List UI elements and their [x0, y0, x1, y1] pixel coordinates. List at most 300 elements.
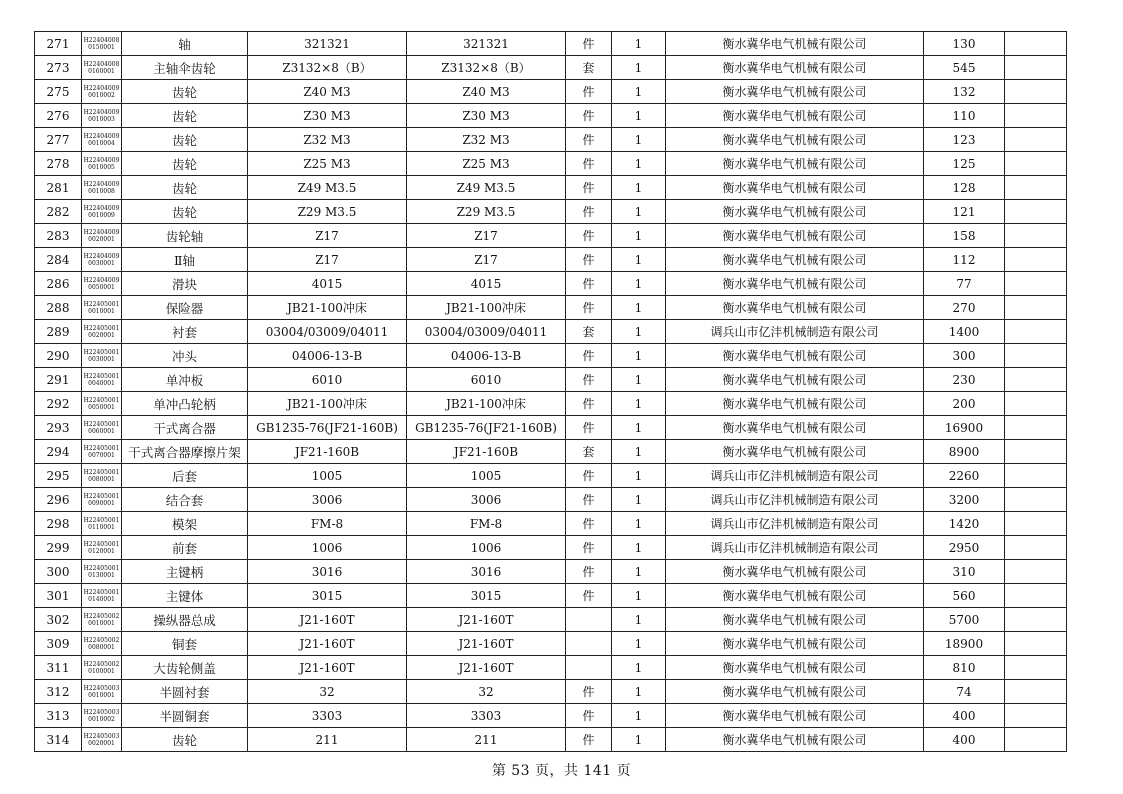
note-cell	[1005, 272, 1067, 296]
table-row	[35, 488, 1067, 512]
model-cell: 32	[407, 680, 566, 704]
price-cell: 112	[924, 248, 1005, 272]
model-cell: Z49 M3.5	[407, 176, 566, 200]
supplier-cell: 衡水冀华电气机械有限公司	[666, 344, 924, 368]
note-cell	[1005, 200, 1067, 224]
price-cell: 121	[924, 200, 1005, 224]
item-code-cell: H224050010140001	[82, 584, 122, 608]
item-name-cell: 保险器	[122, 296, 248, 320]
quantity-cell: 1	[612, 80, 666, 104]
unit-cell: 套	[566, 440, 612, 464]
supplier-cell: 调兵山市亿沣机械制造有限公司	[666, 320, 924, 344]
quantity-cell: 1	[612, 608, 666, 632]
unit-cell: 件	[566, 224, 612, 248]
item-code-cell: H224040080150001	[82, 32, 122, 56]
price-cell: 1420	[924, 512, 1005, 536]
note-cell	[1005, 56, 1067, 80]
item-code-cell: H224050020100001	[82, 656, 122, 680]
model-cell: J21-160T	[407, 608, 566, 632]
price-cell: 400	[924, 704, 1005, 728]
price-cell: 74	[924, 680, 1005, 704]
unit-cell: 件	[566, 248, 612, 272]
supplier-cell: 衡水冀华电气机械有限公司	[666, 80, 924, 104]
row-number-cell: 292	[35, 392, 82, 416]
supplier-cell: 调兵山市亿沣机械制造有限公司	[666, 464, 924, 488]
supplier-cell: 衡水冀华电气机械有限公司	[666, 104, 924, 128]
quantity-cell: 1	[612, 248, 666, 272]
item-code-cell: H224050010130001	[82, 560, 122, 584]
note-cell	[1005, 392, 1067, 416]
quantity-cell: 1	[612, 440, 666, 464]
model-cell: 4015	[407, 272, 566, 296]
price-cell: 128	[924, 176, 1005, 200]
item-code-cell: H224050030010002	[82, 704, 122, 728]
supplier-cell: 衡水冀华电气机械有限公司	[666, 296, 924, 320]
unit-cell: 件	[566, 152, 612, 176]
note-cell	[1005, 224, 1067, 248]
row-number-cell: 278	[35, 152, 82, 176]
unit-cell: 件	[566, 704, 612, 728]
item-code-cell: H224050010050001	[82, 392, 122, 416]
table-row	[35, 248, 1067, 272]
quantity-cell: 1	[612, 536, 666, 560]
table-row	[35, 104, 1067, 128]
spec-cell: 1006	[248, 536, 407, 560]
item-code-cell: H224050010120001	[82, 536, 122, 560]
quantity-cell: 1	[612, 320, 666, 344]
supplier-cell: 衡水冀华电气机械有限公司	[666, 248, 924, 272]
item-code-cell: H224050010070001	[82, 440, 122, 464]
unit-cell: 件	[566, 584, 612, 608]
table-row	[35, 392, 1067, 416]
row-number-cell: 276	[35, 104, 82, 128]
quantity-cell: 1	[612, 728, 666, 752]
quantity-cell: 1	[612, 344, 666, 368]
price-cell: 125	[924, 152, 1005, 176]
unit-cell: 件	[566, 536, 612, 560]
model-cell: 211	[407, 728, 566, 752]
unit-cell: 件	[566, 680, 612, 704]
table-row	[35, 680, 1067, 704]
supplier-cell: 衡水冀华电气机械有限公司	[666, 272, 924, 296]
spec-cell: Z40 M3	[248, 80, 407, 104]
table-row	[35, 344, 1067, 368]
quantity-cell: 1	[612, 56, 666, 80]
model-cell: 04006-13-B	[407, 344, 566, 368]
quantity-cell: 1	[612, 152, 666, 176]
note-cell	[1005, 584, 1067, 608]
row-number-cell: 283	[35, 224, 82, 248]
quantity-cell: 1	[612, 224, 666, 248]
unit-cell	[566, 608, 612, 632]
row-number-cell: 281	[35, 176, 82, 200]
item-name-cell: 滑块	[122, 272, 248, 296]
price-cell: 2950	[924, 536, 1005, 560]
item-name-cell: 齿轮	[122, 200, 248, 224]
model-cell: 3016	[407, 560, 566, 584]
supplier-cell: 衡水冀华电气机械有限公司	[666, 416, 924, 440]
row-number-cell: 291	[35, 368, 82, 392]
quantity-cell: 1	[612, 680, 666, 704]
note-cell	[1005, 608, 1067, 632]
item-code-cell: H224040090010009	[82, 200, 122, 224]
table-row	[35, 272, 1067, 296]
model-cell: 3006	[407, 488, 566, 512]
item-name-cell: 干式离合器	[122, 416, 248, 440]
supplier-cell: 衡水冀华电气机械有限公司	[666, 608, 924, 632]
quantity-cell: 1	[612, 32, 666, 56]
model-cell: GB1235-76(JF21-160B)	[407, 416, 566, 440]
spec-cell: J21-160T	[248, 632, 407, 656]
price-cell: 16900	[924, 416, 1005, 440]
row-number-cell: 290	[35, 344, 82, 368]
supplier-cell: 衡水冀华电气机械有限公司	[666, 440, 924, 464]
item-code-cell: H224050010090001	[82, 488, 122, 512]
note-cell	[1005, 104, 1067, 128]
supplier-cell: 调兵山市亿沣机械制造有限公司	[666, 536, 924, 560]
item-name-cell: 单冲凸轮柄	[122, 392, 248, 416]
item-code-cell: H224050020080001	[82, 632, 122, 656]
table-row	[35, 512, 1067, 536]
item-name-cell: 主键柄	[122, 560, 248, 584]
item-code-cell: H224040090010004	[82, 128, 122, 152]
table-row	[35, 152, 1067, 176]
quantity-cell: 1	[612, 128, 666, 152]
price-cell: 270	[924, 296, 1005, 320]
price-cell: 18900	[924, 632, 1005, 656]
table-row	[35, 536, 1067, 560]
item-code-cell: H224050010020001	[82, 320, 122, 344]
unit-cell: 件	[566, 728, 612, 752]
unit-cell: 件	[566, 128, 612, 152]
supplier-cell: 衡水冀华电气机械有限公司	[666, 224, 924, 248]
supplier-cell: 衡水冀华电气机械有限公司	[666, 728, 924, 752]
supplier-cell: 衡水冀华电气机械有限公司	[666, 128, 924, 152]
model-cell: Z30 M3	[407, 104, 566, 128]
table-row	[35, 560, 1067, 584]
item-code-cell: H224050030020001	[82, 728, 122, 752]
item-name-cell: 齿轮	[122, 128, 248, 152]
note-cell	[1005, 368, 1067, 392]
note-cell	[1005, 536, 1067, 560]
model-cell: 321321	[407, 32, 566, 56]
note-cell	[1005, 296, 1067, 320]
spec-cell: Z32 M3	[248, 128, 407, 152]
supplier-cell: 衡水冀华电气机械有限公司	[666, 584, 924, 608]
item-name-cell: 主轴伞齿轮	[122, 56, 248, 80]
quantity-cell: 1	[612, 296, 666, 320]
model-cell: Z17	[407, 224, 566, 248]
item-name-cell: 半圆铜套	[122, 704, 248, 728]
supplier-cell: 衡水冀华电气机械有限公司	[666, 176, 924, 200]
row-number-cell: 299	[35, 536, 82, 560]
row-number-cell: 298	[35, 512, 82, 536]
supplier-cell: 衡水冀华电气机械有限公司	[666, 368, 924, 392]
unit-cell: 件	[566, 560, 612, 584]
spec-cell: 321321	[248, 32, 407, 56]
item-name-cell: 模架	[122, 512, 248, 536]
unit-cell: 件	[566, 368, 612, 392]
spec-cell: J21-160T	[248, 608, 407, 632]
table-row	[35, 200, 1067, 224]
spec-cell: Z30 M3	[248, 104, 407, 128]
supplier-cell: 调兵山市亿沣机械制造有限公司	[666, 512, 924, 536]
spec-cell: Z17	[248, 248, 407, 272]
spec-cell: 3006	[248, 488, 407, 512]
unit-cell: 件	[566, 200, 612, 224]
supplier-cell: 衡水冀华电气机械有限公司	[666, 632, 924, 656]
price-cell: 1400	[924, 320, 1005, 344]
model-cell: JF21-160B	[407, 440, 566, 464]
table-row	[35, 704, 1067, 728]
item-code-cell: H224040090010008	[82, 176, 122, 200]
spec-cell: 03004/03009/04011	[248, 320, 407, 344]
unit-cell: 件	[566, 512, 612, 536]
item-name-cell: 前套	[122, 536, 248, 560]
spec-cell: Z29 M3.5	[248, 200, 407, 224]
table-row	[35, 584, 1067, 608]
note-cell	[1005, 560, 1067, 584]
table-row	[35, 320, 1067, 344]
item-name-cell: 干式离合器摩擦片架	[122, 440, 248, 464]
price-cell: 77	[924, 272, 1005, 296]
spec-cell: JF21-160B	[248, 440, 407, 464]
note-cell	[1005, 632, 1067, 656]
item-name-cell: 单冲板	[122, 368, 248, 392]
row-number-cell: 300	[35, 560, 82, 584]
item-name-cell: 半圆衬套	[122, 680, 248, 704]
model-cell: 3015	[407, 584, 566, 608]
unit-cell: 件	[566, 464, 612, 488]
table-row	[35, 656, 1067, 680]
spec-cell: 32	[248, 680, 407, 704]
price-cell: 545	[924, 56, 1005, 80]
item-name-cell: 操纵器总成	[122, 608, 248, 632]
table-row	[35, 176, 1067, 200]
item-code-cell: H224040090010005	[82, 152, 122, 176]
unit-cell: 件	[566, 80, 612, 104]
note-cell	[1005, 248, 1067, 272]
quantity-cell: 1	[612, 632, 666, 656]
row-number-cell: 313	[35, 704, 82, 728]
note-cell	[1005, 512, 1067, 536]
item-code-cell: H224040090050001	[82, 272, 122, 296]
item-code-cell: H224050020010001	[82, 608, 122, 632]
row-number-cell: 314	[35, 728, 82, 752]
model-cell: 03004/03009/04011	[407, 320, 566, 344]
item-name-cell: 齿轮	[122, 80, 248, 104]
table-row	[35, 80, 1067, 104]
unit-cell: 套	[566, 56, 612, 80]
spec-cell: 04006-13-B	[248, 344, 407, 368]
table-row	[35, 608, 1067, 632]
note-cell	[1005, 440, 1067, 464]
price-cell: 132	[924, 80, 1005, 104]
item-code-cell: H224040090010003	[82, 104, 122, 128]
spec-cell: 3016	[248, 560, 407, 584]
quantity-cell: 1	[612, 512, 666, 536]
item-code-cell: H224040080160001	[82, 56, 122, 80]
note-cell	[1005, 152, 1067, 176]
unit-cell: 件	[566, 176, 612, 200]
row-number-cell: 282	[35, 200, 82, 224]
spec-cell: Z25 M3	[248, 152, 407, 176]
table-row	[35, 224, 1067, 248]
item-name-cell: 轴	[122, 32, 248, 56]
quantity-cell: 1	[612, 176, 666, 200]
item-name-cell: 主键体	[122, 584, 248, 608]
item-name-cell: 冲头	[122, 344, 248, 368]
row-number-cell: 311	[35, 656, 82, 680]
spec-cell: Z49 M3.5	[248, 176, 407, 200]
supplier-cell: 调兵山市亿沣机械制造有限公司	[666, 488, 924, 512]
price-cell: 200	[924, 392, 1005, 416]
price-cell: 5700	[924, 608, 1005, 632]
item-code-cell: H224050010010001	[82, 296, 122, 320]
price-cell: 810	[924, 656, 1005, 680]
item-name-cell: 齿轮	[122, 152, 248, 176]
model-cell: JB21-100冲床	[407, 296, 566, 320]
note-cell	[1005, 128, 1067, 152]
note-cell	[1005, 320, 1067, 344]
spec-cell: Z17	[248, 224, 407, 248]
row-number-cell: 273	[35, 56, 82, 80]
row-number-cell: 295	[35, 464, 82, 488]
spec-cell: JB21-100冲床	[248, 296, 407, 320]
model-cell: Z29 M3.5	[407, 200, 566, 224]
row-number-cell: 296	[35, 488, 82, 512]
model-cell: FM-8	[407, 512, 566, 536]
note-cell	[1005, 680, 1067, 704]
price-cell: 130	[924, 32, 1005, 56]
quantity-cell: 1	[612, 392, 666, 416]
quantity-cell: 1	[612, 464, 666, 488]
unit-cell: 件	[566, 344, 612, 368]
price-cell: 2260	[924, 464, 1005, 488]
quantity-cell: 1	[612, 704, 666, 728]
spec-cell: JB21-100冲床	[248, 392, 407, 416]
unit-cell: 件	[566, 416, 612, 440]
price-cell: 560	[924, 584, 1005, 608]
row-number-cell: 294	[35, 440, 82, 464]
table-row	[35, 416, 1067, 440]
price-cell: 300	[924, 344, 1005, 368]
model-cell: 3303	[407, 704, 566, 728]
spec-cell: FM-8	[248, 512, 407, 536]
item-name-cell: 后套	[122, 464, 248, 488]
table-row	[35, 440, 1067, 464]
item-name-cell: 大齿轮侧盖	[122, 656, 248, 680]
supplier-cell: 衡水冀华电气机械有限公司	[666, 656, 924, 680]
model-cell: Z40 M3	[407, 80, 566, 104]
supplier-cell: 衡水冀华电气机械有限公司	[666, 152, 924, 176]
spec-cell: 3303	[248, 704, 407, 728]
row-number-cell: 289	[35, 320, 82, 344]
note-cell	[1005, 728, 1067, 752]
item-name-cell: 齿轮	[122, 104, 248, 128]
model-cell: 1005	[407, 464, 566, 488]
row-number-cell: 277	[35, 128, 82, 152]
item-code-cell: H224040090020001	[82, 224, 122, 248]
quantity-cell: 1	[612, 272, 666, 296]
table-row	[35, 32, 1067, 56]
parts-table	[34, 31, 1067, 752]
spec-cell: GB1235-76(JF21-160B)	[248, 416, 407, 440]
quantity-cell: 1	[612, 656, 666, 680]
price-cell: 123	[924, 128, 1005, 152]
spec-cell: Z3132×8（B）	[248, 56, 407, 80]
item-name-cell: 衬套	[122, 320, 248, 344]
spec-cell: 1005	[248, 464, 407, 488]
row-number-cell: 309	[35, 632, 82, 656]
spec-cell: 6010	[248, 368, 407, 392]
model-cell: Z32 M3	[407, 128, 566, 152]
supplier-cell: 衡水冀华电气机械有限公司	[666, 704, 924, 728]
model-cell: JB21-100冲床	[407, 392, 566, 416]
table-row	[35, 128, 1067, 152]
row-number-cell: 301	[35, 584, 82, 608]
spec-cell: J21-160T	[248, 656, 407, 680]
unit-cell: 件	[566, 104, 612, 128]
price-cell: 230	[924, 368, 1005, 392]
item-code-cell: H224040090010002	[82, 80, 122, 104]
model-cell: Z25 M3	[407, 152, 566, 176]
unit-cell: 件	[566, 32, 612, 56]
note-cell	[1005, 704, 1067, 728]
unit-cell: 件	[566, 296, 612, 320]
item-name-cell: 结合套	[122, 488, 248, 512]
table-row	[35, 368, 1067, 392]
row-number-cell: 288	[35, 296, 82, 320]
quantity-cell: 1	[612, 200, 666, 224]
quantity-cell: 1	[612, 368, 666, 392]
supplier-cell: 衡水冀华电气机械有限公司	[666, 560, 924, 584]
price-cell: 8900	[924, 440, 1005, 464]
item-code-cell: H224050010040001	[82, 368, 122, 392]
item-code-cell: H224050010110001	[82, 512, 122, 536]
quantity-cell: 1	[612, 488, 666, 512]
price-cell: 110	[924, 104, 1005, 128]
spec-cell: 4015	[248, 272, 407, 296]
unit-cell	[566, 632, 612, 656]
model-cell: 1006	[407, 536, 566, 560]
note-cell	[1005, 464, 1067, 488]
price-cell: 158	[924, 224, 1005, 248]
spec-cell: 3015	[248, 584, 407, 608]
item-name-cell: 齿轮轴	[122, 224, 248, 248]
page-number-footer: 第 53 页，共 141 页	[491, 763, 632, 779]
unit-cell: 件	[566, 488, 612, 512]
note-cell	[1005, 344, 1067, 368]
supplier-cell: 衡水冀华电气机械有限公司	[666, 200, 924, 224]
note-cell	[1005, 32, 1067, 56]
table-row	[35, 464, 1067, 488]
item-code-cell: H224050010080001	[82, 464, 122, 488]
row-number-cell: 312	[35, 680, 82, 704]
row-number-cell: 302	[35, 608, 82, 632]
item-name-cell: Ⅱ轴	[122, 248, 248, 272]
table-row	[35, 56, 1067, 80]
supplier-cell: 衡水冀华电气机械有限公司	[666, 680, 924, 704]
supplier-cell: 衡水冀华电气机械有限公司	[666, 392, 924, 416]
unit-cell	[566, 656, 612, 680]
row-number-cell: 284	[35, 248, 82, 272]
model-cell: 6010	[407, 368, 566, 392]
note-cell	[1005, 176, 1067, 200]
table-row	[35, 632, 1067, 656]
note-cell	[1005, 80, 1067, 104]
model-cell: J21-160T	[407, 656, 566, 680]
